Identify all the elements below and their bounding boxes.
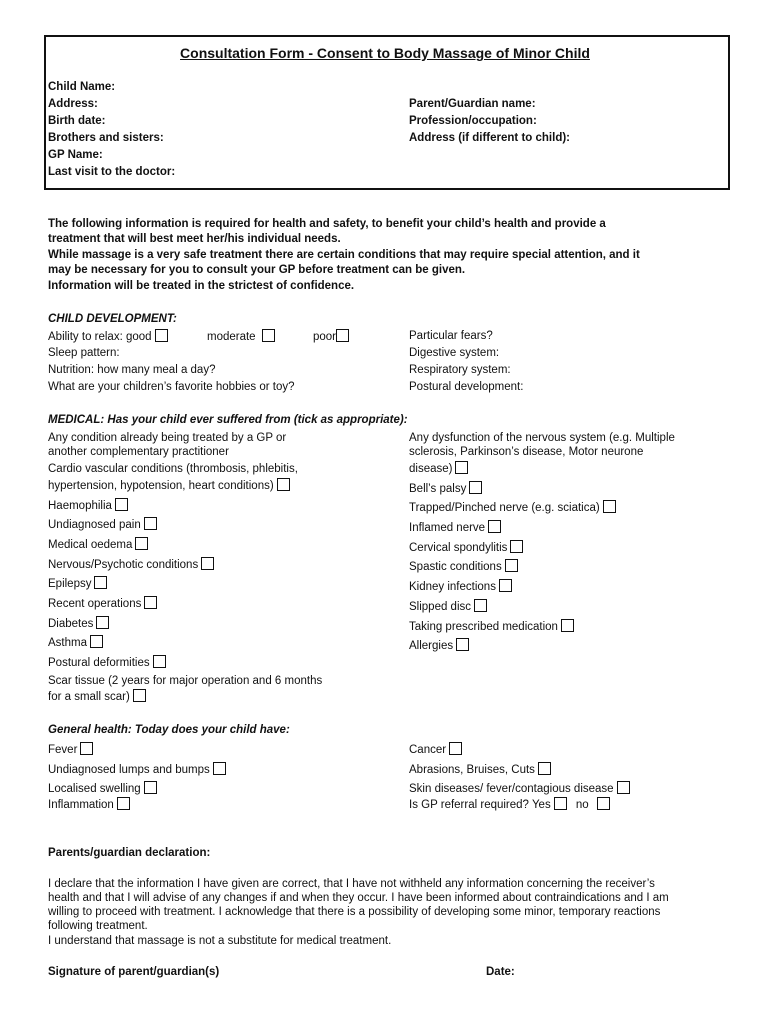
relax-good-checkbox[interactable] [155,329,168,342]
cervical-checkbox[interactable] [510,540,523,553]
item-label: Bell’s palsy [409,483,467,495]
general-left-item [48,781,157,796]
nutrition-label: Nutrition: how many meal a day? [48,364,216,376]
declaration-line: willing to proceed with treatment. I acknowledge that there is a possibility of developing some minor, temporary reactions [48,906,661,918]
spastic-checkbox[interactable] [505,559,518,572]
child-development-heading: CHILD DEVELOPMENT: [48,313,177,325]
item-label: Medical oedema [48,539,133,551]
child-name-label: Child Name: [48,81,116,93]
abrasions-checkbox[interactable] [538,762,551,775]
general-left-item [48,742,93,757]
item-label: Haemophilia [48,500,112,512]
item-label: Localised swelling [48,783,141,795]
undiagnosed-pain-checkbox[interactable] [144,517,157,530]
intro-line: treatment that will best meet her/his individual needs. [48,233,341,245]
general-right-item [409,781,630,796]
medical-left-item [48,616,109,631]
declaration-line: I understand that massage is not a substitute for medical treatment. [48,935,392,947]
medical-left-item [48,557,214,572]
medical-right-item [409,599,487,614]
medical-right-item [409,481,482,496]
sleep-pattern-label: Sleep pattern: [48,347,120,359]
medical-line: Cardio vascular conditions (thrombosis, phlebitis, [48,463,298,475]
item-label: Undiagnosed pain [48,519,141,531]
gp-referral-no-label: no [575,799,589,811]
item-label: Slipped disc [409,601,472,613]
kidney-checkbox[interactable] [499,579,512,592]
cardio-checkbox[interactable] [277,478,290,491]
medical-left-item [48,537,148,552]
skin-disease-checkbox[interactable] [617,781,630,794]
haemophilia-checkbox[interactable] [115,498,128,511]
inflamed-nerve-checkbox[interactable] [488,520,501,533]
inflammation-checkbox[interactable] [117,797,130,810]
medical-left-item [48,517,157,532]
item-label: Skin diseases/ fever/contagious disease [409,783,614,795]
fears-label: Particular fears? [409,330,493,342]
medical-right-item [409,540,523,555]
cardio-row [48,478,290,493]
occupation-label: Profession/occupation: [409,115,537,127]
trapped-nerve-checkbox[interactable] [603,500,616,513]
intro-line: may be necessary for you to consult your GP before treatment can be given. [48,264,466,276]
allergies-checkbox[interactable] [456,638,469,651]
general-right-item [409,762,551,777]
medical-right-item [409,619,574,634]
relax-poor [313,329,349,344]
relax-moderate-checkbox[interactable] [262,329,275,342]
general-health-heading: General health: Today does your child have: [48,724,290,736]
postural-dev-label: Postural development: [409,381,524,393]
item-label: Undiagnosed lumps and bumps [48,764,210,776]
birth-date-label: Birth date: [48,115,106,127]
medical-oedema-checkbox[interactable] [135,537,148,550]
poor-label: poor [313,331,337,343]
gp-referral-no-checkbox[interactable] [597,797,610,810]
item-label: Cervical spondylitis [409,542,508,554]
item-label: Spastic conditions [409,561,502,573]
medical-right-item [409,500,616,515]
intro-line: Information will be treated in the strictest of confidence. [48,280,355,292]
moderate-label: moderate [207,331,256,343]
postural-deformities-checkbox[interactable] [153,655,166,668]
diabetes-checkbox[interactable] [96,616,109,629]
medical-right-item [409,579,512,594]
cardio-label: hypertension, hypotension, heart conditions) [48,480,274,492]
form-title: Consultation Form - Consent to Body Massage of Minor Child [180,45,590,61]
declaration-line: following treatment. [48,920,148,932]
gp-referral-label: Is GP referral required? Yes [409,799,551,811]
item-label: Recent operations [48,598,142,610]
declaration-line: health and that I will advise of any changes if and when they occur. I have been informed about contraindications and I am [48,892,669,904]
digestive-label: Digestive system: [409,347,500,359]
relax-label: Ability to relax: good [48,331,152,343]
scar-line: Scar tissue (2 years for major operation and 6 months [48,675,323,687]
medical-left-item [48,655,166,670]
slipped-disc-checkbox[interactable] [474,599,487,612]
general-left-item [48,797,130,812]
medical-line: Any dysfunction of the nervous system (e.g. Multiple [409,432,675,444]
medical-right-item [409,638,469,653]
scar-tissue-checkbox[interactable] [133,689,146,702]
medical-left-item [48,596,157,611]
general-right-item [409,742,462,757]
medical-line: sclerosis, Parkinson’s disease, Motor neurone [409,446,644,458]
item-label: Kidney infections [409,581,496,593]
medication-checkbox[interactable] [561,619,574,632]
asthma-checkbox[interactable] [90,635,103,648]
respiratory-label: Respiratory system: [409,364,511,376]
gp-referral-yes-checkbox[interactable] [554,797,567,810]
lumps-checkbox[interactable] [213,762,226,775]
item-label: Abrasions, Bruises, Cuts [409,764,535,776]
item-label: Inflamed nerve [409,522,486,534]
declaration-heading: Parents/guardian declaration: [48,847,211,859]
item-label: Epilepsy [48,578,92,590]
gp-name-label: GP Name: [48,149,103,161]
medical-left-item [48,498,128,513]
scar-row [48,689,146,704]
medical-heading: MEDICAL: Has your child ever suffered from (tick as appropriate): [48,414,408,426]
scar-label: for a small scar) [48,691,130,703]
gp-referral-row [409,797,610,812]
cancer-checkbox[interactable] [449,742,462,755]
medical-line: Any condition already being treated by a GP or [48,432,287,444]
item-label: Taking prescribed medication [409,621,558,633]
item-label: Fever [48,744,78,756]
relax-poor-checkbox[interactable] [336,329,349,342]
item-label: Trapped/Pinched nerve (e.g. sciatica) [409,502,600,514]
nervous-system-row [409,461,468,476]
guardian-address-label: Address (if different to child): [409,132,570,144]
item-label: Allergies [409,640,454,652]
last-visit-label: Last visit to the doctor: [48,166,176,178]
nervous-system-label: disease) [409,463,453,475]
recent-operations-checkbox[interactable] [144,596,157,609]
siblings-label: Brothers and sisters: [48,132,164,144]
intro-line: While massage is a very safe treatment there are certain conditions that may require special attention, and it [48,249,640,261]
signature-label: Signature of parent/guardian(s) [48,966,220,978]
medical-right-item [409,520,501,535]
relax-row [48,329,168,344]
item-label: Diabetes [48,618,94,630]
nervous-system-checkbox[interactable] [455,461,468,474]
nervous-checkbox[interactable] [201,557,214,570]
hobbies-label: What are your children’s favorite hobbies or toy? [48,381,295,393]
date-label: Date: [486,966,515,978]
declaration-line: I declare that the information I have given are correct, that I have not withheld any information concerning the receiver’s [48,878,655,890]
medical-line: another complementary practitioner [48,446,229,458]
medical-left-item [48,576,107,591]
item-label: Asthma [48,637,87,649]
fever-checkbox[interactable] [80,742,93,755]
address-label: Address: [48,98,98,110]
item-label: Nervous/Psychotic conditions [48,559,199,571]
medical-right-item [409,559,518,574]
item-label: Postural deformities [48,657,150,669]
item-label: Cancer [409,744,447,756]
relax-moderate [207,329,275,344]
epilepsy-checkbox[interactable] [94,576,107,589]
intro-line: The following information is required for health and safety, to benefit your child’s health and provide a [48,218,606,230]
bells-palsy-checkbox[interactable] [469,481,482,494]
item-label: Inflammation [48,799,114,811]
guardian-name-label: Parent/Guardian name: [409,98,536,110]
swelling-checkbox[interactable] [144,781,157,794]
medical-left-item [48,635,103,650]
general-left-item [48,762,226,777]
